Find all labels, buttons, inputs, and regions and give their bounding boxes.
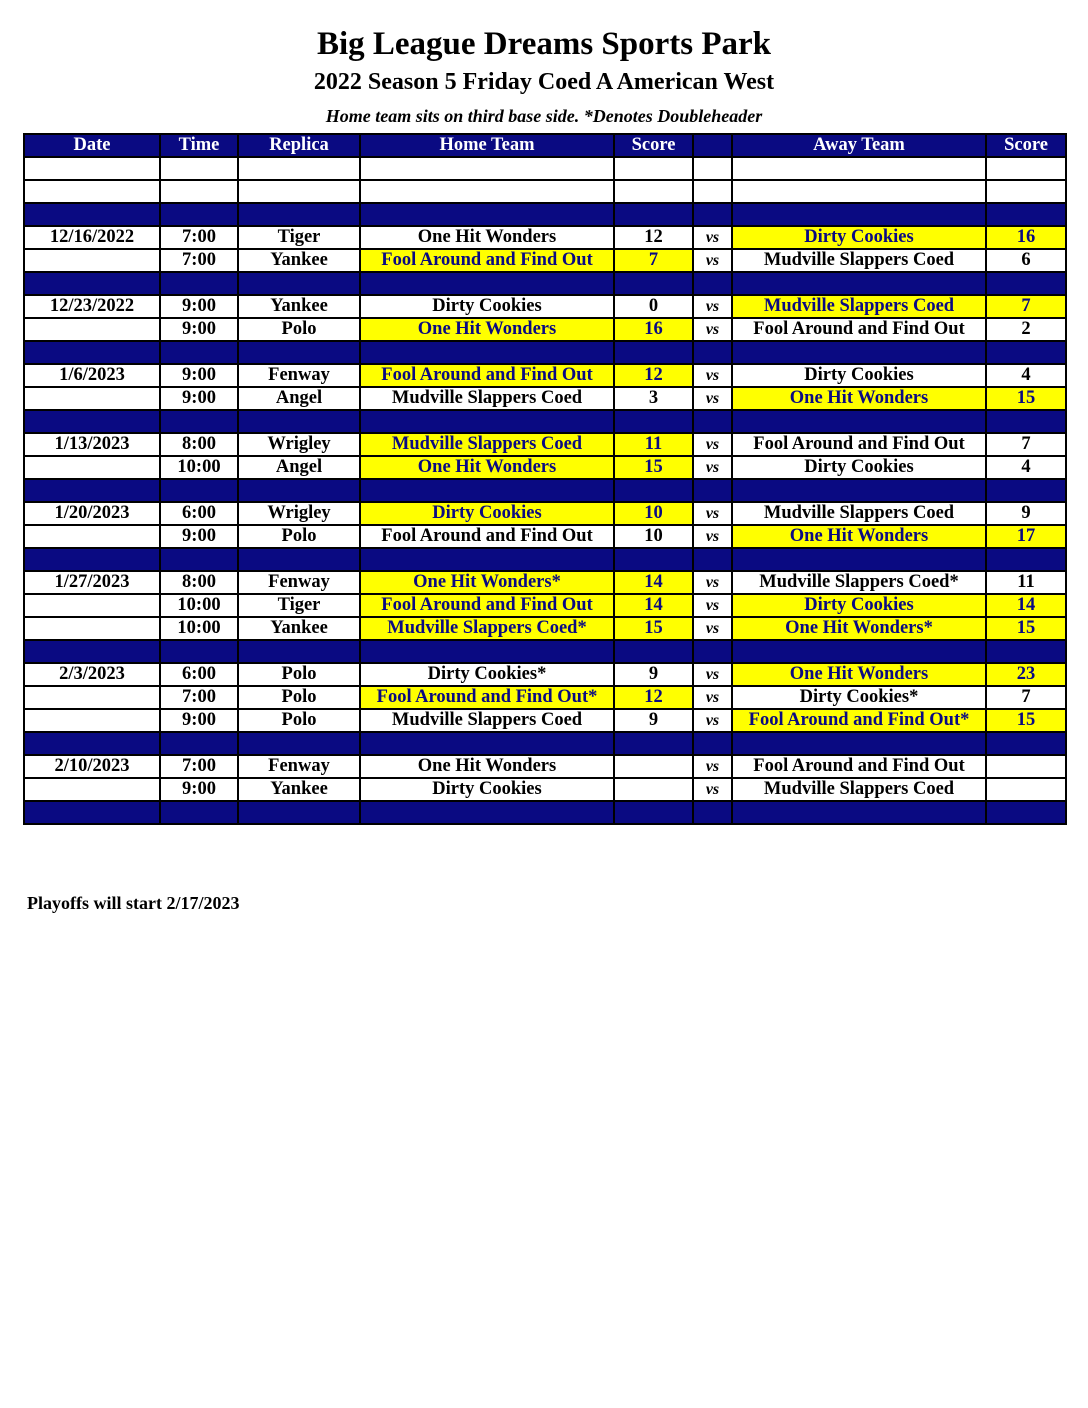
home-team-cell: Mudville Slappers Coed <box>360 433 614 456</box>
away-score-cell: 9 <box>986 502 1066 525</box>
game-row <box>24 617 1066 640</box>
home-team-cell: Fool Around and Find Out <box>360 364 614 387</box>
away-team-cell: Fool Around and Find Out <box>732 433 986 456</box>
home-score-cell: 7 <box>614 249 693 272</box>
date-cell <box>24 778 160 801</box>
empty-cell <box>614 180 693 203</box>
replica-cell: Angel <box>238 456 360 479</box>
schedule-table <box>23 133 1067 825</box>
time-cell: 9:00 <box>160 778 238 801</box>
empty-cell <box>24 410 160 433</box>
separator-row <box>24 801 1066 824</box>
empty-cell <box>360 157 614 180</box>
empty-cell <box>24 640 160 663</box>
header-row <box>24 134 1066 157</box>
home-score-cell: 11 <box>614 433 693 456</box>
empty-cell <box>360 801 614 824</box>
empty-cell <box>986 157 1066 180</box>
game-row <box>24 778 1066 801</box>
empty-cell <box>986 272 1066 295</box>
game-row <box>24 502 1066 525</box>
playoffs-note: Playoffs will start 2/17/2023 <box>27 893 240 913</box>
away-team-cell: One Hit Wonders <box>732 663 986 686</box>
empty-cell <box>360 410 614 433</box>
time-cell: 6:00 <box>160 502 238 525</box>
empty-cell <box>693 801 732 824</box>
replica-cell: Fenway <box>238 364 360 387</box>
empty-cell <box>360 479 614 502</box>
home-score-cell: 14 <box>614 571 693 594</box>
empty-cell <box>360 732 614 755</box>
home-team-cell: Mudville Slappers Coed <box>360 709 614 732</box>
game-row <box>24 663 1066 686</box>
vs-cell: vs <box>693 617 732 640</box>
empty-cell <box>160 640 238 663</box>
empty-cell <box>24 732 160 755</box>
empty-cell <box>986 801 1066 824</box>
empty-cell <box>693 272 732 295</box>
home-team-cell: Dirty Cookies* <box>360 663 614 686</box>
away-score-cell: 14 <box>986 594 1066 617</box>
game-row <box>24 387 1066 410</box>
time-cell: 9:00 <box>160 387 238 410</box>
vs-cell: vs <box>693 249 732 272</box>
home-team-note: Home team sits on third base side. *Denotes Doubleheader <box>325 106 763 126</box>
replica-cell: Angel <box>238 387 360 410</box>
empty-cell <box>614 203 693 226</box>
vs-cell: vs <box>693 686 732 709</box>
empty-cell <box>24 548 160 571</box>
away-team-cell: Dirty Cookies <box>732 594 986 617</box>
date-cell <box>24 456 160 479</box>
empty-cell <box>360 341 614 364</box>
away-score-cell: 7 <box>986 686 1066 709</box>
empty-cell <box>693 640 732 663</box>
empty-cell <box>360 640 614 663</box>
empty-cell <box>732 272 986 295</box>
time-cell: 9:00 <box>160 709 238 732</box>
away-team-cell: One Hit Wonders <box>732 387 986 410</box>
empty-cell <box>24 479 160 502</box>
replica-cell: Tiger <box>238 594 360 617</box>
home-score-cell: 16 <box>614 318 693 341</box>
empty-cell <box>614 548 693 571</box>
blank-row <box>24 180 1066 203</box>
time-cell: 9:00 <box>160 364 238 387</box>
away-team-cell: One Hit Wonders <box>732 525 986 548</box>
empty-cell <box>732 410 986 433</box>
time-cell: 8:00 <box>160 571 238 594</box>
time-cell: 10:00 <box>160 456 238 479</box>
vs-cell: vs <box>693 755 732 778</box>
away-score-cell <box>986 778 1066 801</box>
empty-cell <box>732 640 986 663</box>
empty-cell <box>160 341 238 364</box>
away-score-cell: 6 <box>986 249 1066 272</box>
time-cell: 10:00 <box>160 594 238 617</box>
empty-cell <box>160 272 238 295</box>
empty-cell <box>732 548 986 571</box>
game-row <box>24 456 1066 479</box>
empty-cell <box>614 801 693 824</box>
home-team-cell: Fool Around and Find Out <box>360 249 614 272</box>
game-row <box>24 318 1066 341</box>
home-score-cell: 9 <box>614 709 693 732</box>
date-cell: 2/10/2023 <box>24 755 160 778</box>
empty-cell <box>160 203 238 226</box>
home-team-cell: One Hit Wonders <box>360 318 614 341</box>
away-team-cell: Dirty Cookies <box>732 226 986 249</box>
replica-cell: Fenway <box>238 571 360 594</box>
col-vs-header <box>693 134 732 157</box>
game-row <box>24 594 1066 617</box>
vs-cell: vs <box>693 226 732 249</box>
time-cell: 7:00 <box>160 226 238 249</box>
vs-cell: vs <box>693 456 732 479</box>
replica-cell: Polo <box>238 709 360 732</box>
time-cell: 9:00 <box>160 525 238 548</box>
home-team-cell: One Hit Wonders <box>360 226 614 249</box>
empty-cell <box>732 732 986 755</box>
home-score-cell: 12 <box>614 686 693 709</box>
home-score-cell: 12 <box>614 226 693 249</box>
home-score-cell: 12 <box>614 364 693 387</box>
away-score-cell: 15 <box>986 617 1066 640</box>
empty-cell <box>986 640 1066 663</box>
empty-cell <box>732 479 986 502</box>
empty-cell <box>238 479 360 502</box>
date-cell <box>24 387 160 410</box>
col-away-score-header: Score <box>986 134 1066 157</box>
home-team-cell: Fool Around and Find Out <box>360 594 614 617</box>
empty-cell <box>693 732 732 755</box>
away-score-cell: 15 <box>986 709 1066 732</box>
empty-cell <box>238 157 360 180</box>
home-score-cell: 15 <box>614 617 693 640</box>
replica-cell: Polo <box>238 686 360 709</box>
empty-cell <box>238 180 360 203</box>
away-team-cell: Mudville Slappers Coed <box>732 249 986 272</box>
vs-cell: vs <box>693 387 732 410</box>
empty-cell <box>986 479 1066 502</box>
date-cell <box>24 709 160 732</box>
col-replica-header: Replica <box>238 134 360 157</box>
empty-cell <box>238 548 360 571</box>
away-team-cell: Dirty Cookies* <box>732 686 986 709</box>
time-cell: 6:00 <box>160 663 238 686</box>
away-team-cell: Mudville Slappers Coed <box>732 502 986 525</box>
replica-cell: Yankee <box>238 295 360 318</box>
date-cell: 1/6/2023 <box>24 364 160 387</box>
date-cell <box>24 318 160 341</box>
date-cell <box>24 686 160 709</box>
time-cell: 7:00 <box>160 249 238 272</box>
replica-cell: Yankee <box>238 778 360 801</box>
home-team-cell: Mudville Slappers Coed* <box>360 617 614 640</box>
date-cell <box>24 594 160 617</box>
col-away-team-header: Away Team <box>732 134 986 157</box>
col-home-team-header: Home Team <box>360 134 614 157</box>
replica-cell: Fenway <box>238 755 360 778</box>
away-score-cell: 4 <box>986 456 1066 479</box>
away-score-cell: 7 <box>986 295 1066 318</box>
empty-cell <box>693 410 732 433</box>
empty-cell <box>160 732 238 755</box>
away-score-cell: 15 <box>986 387 1066 410</box>
replica-cell: Wrigley <box>238 502 360 525</box>
empty-cell <box>160 548 238 571</box>
empty-cell <box>693 479 732 502</box>
empty-cell <box>986 203 1066 226</box>
away-score-cell <box>986 755 1066 778</box>
home-team-cell: One Hit Wonders* <box>360 571 614 594</box>
empty-cell <box>693 203 732 226</box>
away-score-cell: 2 <box>986 318 1066 341</box>
empty-cell <box>986 410 1066 433</box>
game-row <box>24 249 1066 272</box>
empty-cell <box>614 732 693 755</box>
vs-cell: vs <box>693 295 732 318</box>
game-row <box>24 525 1066 548</box>
date-cell <box>24 249 160 272</box>
replica-cell: Wrigley <box>238 433 360 456</box>
away-team-cell: Dirty Cookies <box>732 364 986 387</box>
vs-cell: vs <box>693 571 732 594</box>
game-row <box>24 433 1066 456</box>
date-cell <box>24 525 160 548</box>
empty-cell <box>986 548 1066 571</box>
empty-cell <box>160 157 238 180</box>
home-score-cell: 14 <box>614 594 693 617</box>
vs-cell: vs <box>693 433 732 456</box>
empty-cell <box>614 640 693 663</box>
date-cell: 12/23/2022 <box>24 295 160 318</box>
empty-cell <box>732 180 986 203</box>
game-row <box>24 755 1066 778</box>
page-subtitle: 2022 Season 5 Friday Coed A American West <box>313 69 775 95</box>
date-cell: 1/13/2023 <box>24 433 160 456</box>
away-score-cell: 7 <box>986 433 1066 456</box>
vs-cell: vs <box>693 525 732 548</box>
vs-cell: vs <box>693 502 732 525</box>
away-team-cell: Dirty Cookies <box>732 456 986 479</box>
separator-row <box>24 479 1066 502</box>
replica-cell: Yankee <box>238 249 360 272</box>
away-team-cell: Fool Around and Find Out* <box>732 709 986 732</box>
empty-cell <box>732 203 986 226</box>
vs-cell: vs <box>693 364 732 387</box>
date-cell: 12/16/2022 <box>24 226 160 249</box>
empty-cell <box>160 479 238 502</box>
time-cell: 7:00 <box>160 686 238 709</box>
home-team-cell: One Hit Wonders <box>360 456 614 479</box>
empty-cell <box>614 410 693 433</box>
date-cell: 1/27/2023 <box>24 571 160 594</box>
home-team-cell: Fool Around and Find Out <box>360 525 614 548</box>
home-score-cell <box>614 778 693 801</box>
home-team-cell: One Hit Wonders <box>360 755 614 778</box>
vs-cell: vs <box>693 709 732 732</box>
home-score-cell: 3 <box>614 387 693 410</box>
replica-cell: Polo <box>238 318 360 341</box>
empty-cell <box>160 410 238 433</box>
empty-cell <box>693 180 732 203</box>
game-row <box>24 686 1066 709</box>
vs-cell: vs <box>693 778 732 801</box>
empty-cell <box>238 341 360 364</box>
empty-cell <box>160 801 238 824</box>
time-cell: 8:00 <box>160 433 238 456</box>
home-score-cell: 0 <box>614 295 693 318</box>
game-row <box>24 709 1066 732</box>
game-row <box>24 364 1066 387</box>
vs-cell: vs <box>693 318 732 341</box>
empty-cell <box>693 157 732 180</box>
empty-cell <box>24 272 160 295</box>
separator-row <box>24 203 1066 226</box>
empty-cell <box>24 341 160 364</box>
empty-cell <box>238 640 360 663</box>
empty-cell <box>614 272 693 295</box>
away-team-cell: Fool Around and Find Out <box>732 318 986 341</box>
empty-cell <box>24 180 160 203</box>
replica-cell: Tiger <box>238 226 360 249</box>
date-cell: 1/20/2023 <box>24 502 160 525</box>
separator-row <box>24 341 1066 364</box>
empty-cell <box>732 341 986 364</box>
away-team-cell: One Hit Wonders* <box>732 617 986 640</box>
replica-cell: Yankee <box>238 617 360 640</box>
empty-cell <box>693 341 732 364</box>
empty-cell <box>986 732 1066 755</box>
separator-row <box>24 272 1066 295</box>
away-score-cell: 11 <box>986 571 1066 594</box>
empty-cell <box>24 801 160 824</box>
separator-row <box>24 640 1066 663</box>
away-team-cell: Fool Around and Find Out <box>732 755 986 778</box>
empty-cell <box>238 801 360 824</box>
schedule-body <box>24 157 1066 824</box>
home-team-cell: Fool Around and Find Out* <box>360 686 614 709</box>
home-score-cell: 15 <box>614 456 693 479</box>
empty-cell <box>360 548 614 571</box>
away-score-cell: 16 <box>986 226 1066 249</box>
game-row <box>24 295 1066 318</box>
empty-cell <box>160 180 238 203</box>
home-team-cell: Dirty Cookies <box>360 295 614 318</box>
separator-row <box>24 548 1066 571</box>
separator-row <box>24 732 1066 755</box>
away-team-cell: Mudville Slappers Coed <box>732 778 986 801</box>
home-team-cell: Mudville Slappers Coed <box>360 387 614 410</box>
time-cell: 10:00 <box>160 617 238 640</box>
col-time-header: Time <box>160 134 238 157</box>
empty-cell <box>360 180 614 203</box>
home-team-cell: Dirty Cookies <box>360 502 614 525</box>
away-score-cell: 17 <box>986 525 1066 548</box>
date-cell <box>24 617 160 640</box>
vs-cell: vs <box>693 594 732 617</box>
empty-cell <box>360 272 614 295</box>
empty-cell <box>614 479 693 502</box>
date-cell: 2/3/2023 <box>24 663 160 686</box>
col-home-score-header: Score <box>614 134 693 157</box>
empty-cell <box>614 341 693 364</box>
away-team-cell: Mudville Slappers Coed <box>732 295 986 318</box>
empty-cell <box>986 341 1066 364</box>
empty-cell <box>24 203 160 226</box>
home-score-cell: 10 <box>614 525 693 548</box>
empty-cell <box>732 157 986 180</box>
home-score-cell <box>614 755 693 778</box>
empty-cell <box>614 157 693 180</box>
empty-cell <box>360 203 614 226</box>
home-score-cell: 10 <box>614 502 693 525</box>
empty-cell <box>238 732 360 755</box>
home-score-cell: 9 <box>614 663 693 686</box>
empty-cell <box>238 272 360 295</box>
away-team-cell: Mudville Slappers Coed* <box>732 571 986 594</box>
empty-cell <box>693 548 732 571</box>
replica-cell: Polo <box>238 663 360 686</box>
time-cell: 7:00 <box>160 755 238 778</box>
col-date-header: Date <box>24 134 160 157</box>
game-row <box>24 226 1066 249</box>
game-row <box>24 571 1066 594</box>
home-team-cell: Dirty Cookies <box>360 778 614 801</box>
blank-row <box>24 157 1066 180</box>
separator-row <box>24 410 1066 433</box>
away-score-cell: 23 <box>986 663 1066 686</box>
time-cell: 9:00 <box>160 295 238 318</box>
away-score-cell: 4 <box>986 364 1066 387</box>
vs-cell: vs <box>693 663 732 686</box>
empty-cell <box>238 203 360 226</box>
empty-cell <box>238 410 360 433</box>
empty-cell <box>732 801 986 824</box>
empty-cell <box>986 180 1066 203</box>
time-cell: 9:00 <box>160 318 238 341</box>
replica-cell: Polo <box>238 525 360 548</box>
page-title: Big League Dreams Sports Park <box>316 26 772 62</box>
empty-cell <box>24 157 160 180</box>
